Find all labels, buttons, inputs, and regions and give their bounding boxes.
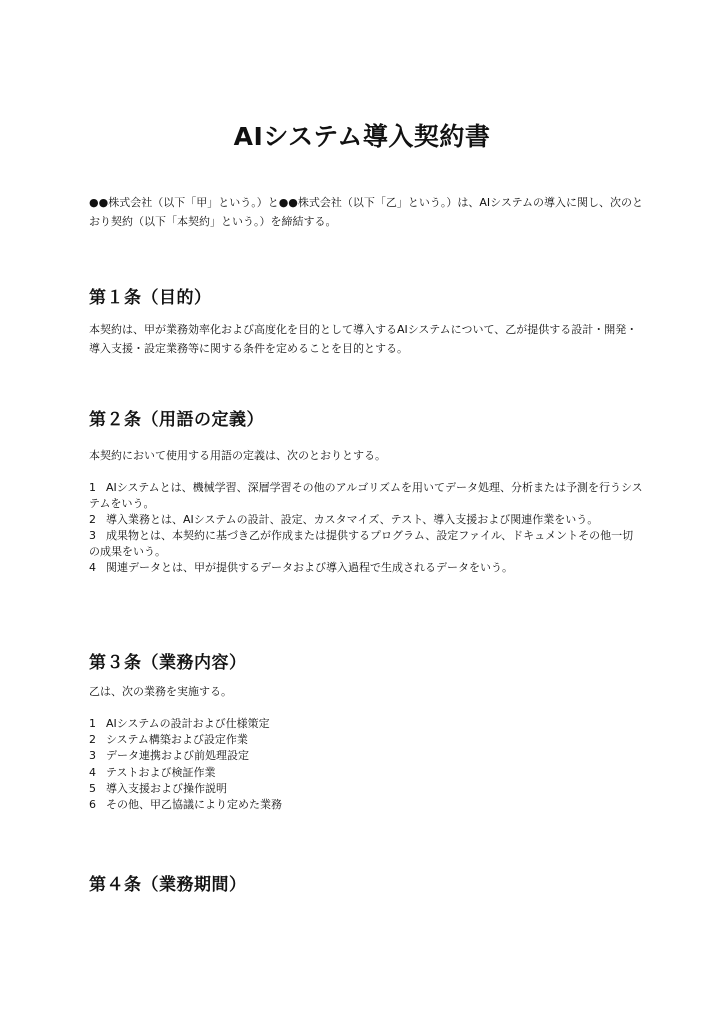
list-item: 2 導入業務とは、AIシステムの設計、設定、カスタマイズ、テスト、導入支援および関連作業をいう。 [89,513,599,526]
article-3-task-list [89,716,644,813]
article-4-heading: 第４条（業務期間） [89,875,247,895]
article-3-heading: 第３条（業務内容） [89,653,247,673]
list-item: 1 AIシステムとは、機械学習、深層学習その他のアルゴリズムを用いてデータ処理、分析または予測を行うシステムをいう。 [89,481,643,510]
article-2-body: 本契約において使用する用語の定義は、次のとおりとする。 [89,449,386,462]
article-1-heading: 第１条（目的） [89,288,212,308]
article-3-body: 乙は、次の業務を実施する。 [89,685,232,698]
article-2-definition-list [89,480,644,576]
article-2-heading: 第２条（用語の定義） [89,410,264,430]
list-item: 3 データ連携および前処理設定 [89,749,249,763]
document-title: AIシステム導入契約書 [233,122,491,151]
preamble-paragraph: ●●株式会社（以下「甲」という。）と●●株式会社（以下「乙」という。）は、AIシステムの導入に関し、次のとおり契約（以下「本契約」という。）を締結する。 [89,196,644,228]
list-item: 2 システム構築および設定作業 [89,733,248,747]
article-1-body: 本契約は、甲が業務効率化および高度化を目的として導入するAIシステムについて、乙が提供する設計・開発・導入支援・設定業務等に関する条件を定めることを目的とする。 [89,323,638,355]
list-item: 6 その他、甲乙協議により定めた業務 [89,798,282,812]
list-item: 5 導入支援および操作説明 [89,781,227,795]
list-item: 4 テストおよび検証作業 [89,765,216,779]
list-item: 1 AIシステムの設計および仕様策定 [89,717,270,730]
list-item: 3 成果物とは、本契約に基づき乙が作成または提供するプログラム、設定ファイル、ドキュメントその他一切の成果をいう。 [89,529,634,558]
list-item: 4 関連データとは、甲が提供するデータおよび導入過程で生成されるデータをいう。 [89,561,513,574]
